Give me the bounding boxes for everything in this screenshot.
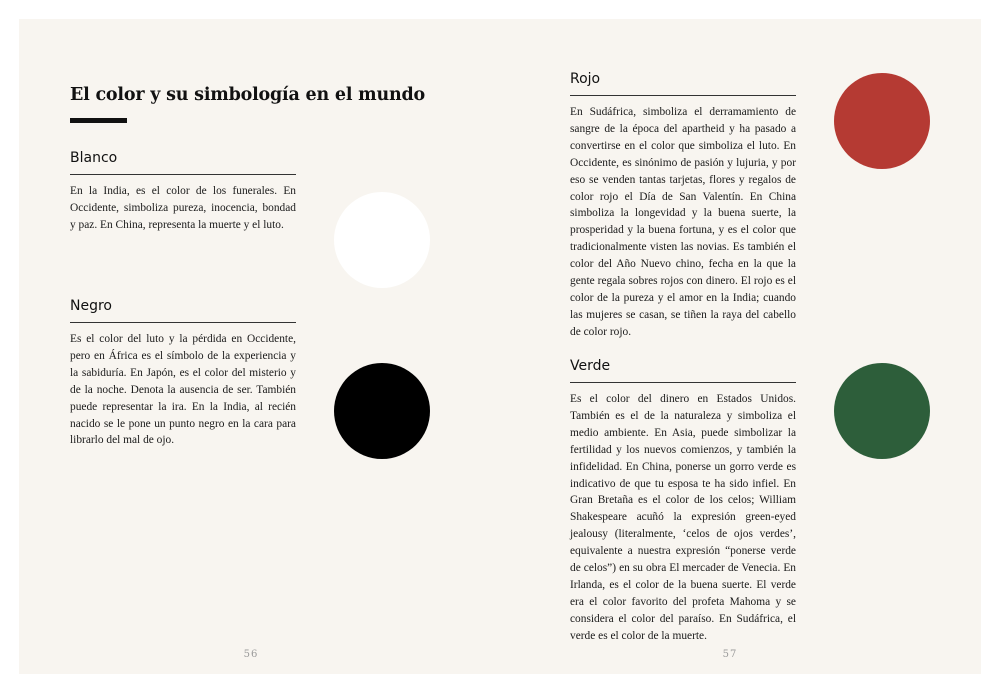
section-rojo <box>570 70 796 341</box>
section-rule <box>570 382 796 383</box>
left-page <box>19 19 500 674</box>
section-blanco <box>70 149 296 234</box>
book-spread <box>19 19 981 674</box>
right-page <box>500 19 981 674</box>
page-number: 57 <box>722 649 738 660</box>
title-underline-bar <box>70 118 127 123</box>
green-color-swatch <box>834 363 930 459</box>
page-title: El color y su simbología en el mundo <box>70 85 426 105</box>
section-negro <box>70 297 296 449</box>
section-rule <box>70 322 296 323</box>
section-heading: Verde <box>570 358 611 374</box>
section-heading: Negro <box>70 298 112 314</box>
page-number: 56 <box>243 649 259 660</box>
section-text: En la India, es el color de los funerales. En Occidente, simboliza pureza, inocencia, bondad y paz. En China, representa la muerte y el luto. <box>70 185 296 231</box>
section-text: Es el color del luto y la pérdida en Occidente, pero en África es el símbolo de la experiencia y la sabiduría. En Japón, es el color del misterio y de la noche. Denota la ausencia de ser. También puede representar la ira. En la India, al recién nacido se le pone un punto negro en la cara para librarlo del mal de ojo. <box>70 333 296 447</box>
section-rule <box>70 174 296 175</box>
section-rule <box>570 95 796 96</box>
red-color-swatch <box>834 73 930 169</box>
section-verde <box>570 357 796 645</box>
section-heading: Rojo <box>570 71 601 87</box>
section-text: Es el color del dinero en Estados Unidos. También es el de la naturaleza y simboliza el medio ambiente. En Asia, puede simbolizar la fertilidad y los nuevos comienzos, y también la infidelidad. En China, ponerse un gorro verde es indicativo de que tu esposa te ha sido infiel. En Gran Bretaña es el color de los celos; William Shakespeare acuñó la expresión green-eyed jealousy (literalmente, ‘celos de ojos verdes’, equivalente a nuestra expresión “ponerse verde de celos”) en su obra El mercader de Venecia. En Irlanda, es el color de la buena suerte. El verde era el color favorito del profeta Mahoma y se considera el color del paraíso. En Sudáfrica, el verde es el color de la muerte. <box>570 393 796 642</box>
section-heading: Blanco <box>70 150 118 166</box>
white-color-swatch <box>334 192 430 288</box>
black-color-swatch <box>334 363 430 459</box>
section-text: En Sudáfrica, simboliza el derramamiento de sangre de la época del apartheid y ha pasado a convertirse en el color que simboliza el luto. En Occidente, es sinónimo de pasión y lujuria, y por eso se venden tantas tarjetas, flores y regalos de color rojo el Día de San Valentín. En China simboliza la longevidad y la buena suerte, la prosperidad y la buena fortuna, y es el color que tradicionalmente visten las novias. Es también el color del Año Nuevo chino, fecha en la que la gente regala sobres rojos con dinero. El rojo es el color de la pureza y el amor en la India; cuando las mujeres se casan, se tiñen la raya del cabello de color rojo. <box>570 106 796 338</box>
